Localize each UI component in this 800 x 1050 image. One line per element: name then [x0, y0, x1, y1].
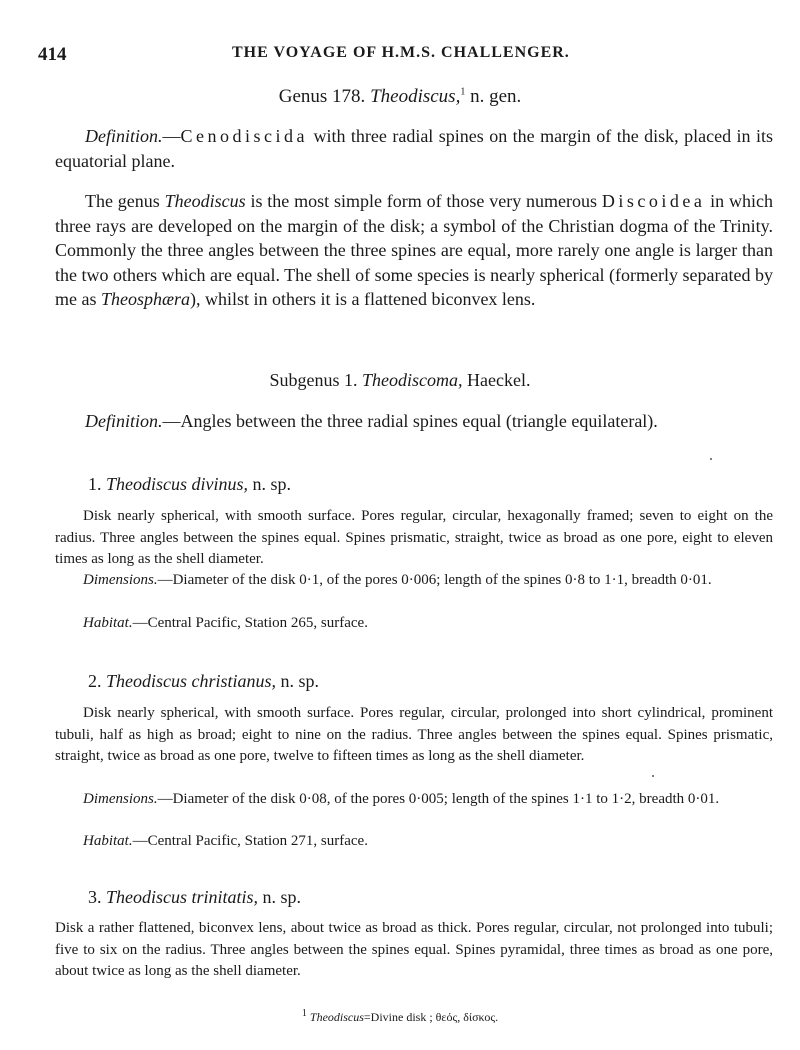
species-name: Theodiscus trinitatis,: [106, 887, 259, 907]
subgenus-prefix: Subgenus 1.: [269, 370, 358, 390]
definition-label: Definition.: [85, 126, 163, 146]
species-description: Disk a rather flattened, biconvex lens, about twice as broad as thick. Pores regular, circular, not prolonged into tubuli; five to six on the radius. Three angles between the spines equal. Spines pyramidal, three times as broad as one pore, about twice as long as the shell diameter.: [55, 920, 773, 979]
habitat-text: —Central Pacific, Station 265, surface.: [132, 615, 368, 631]
genus-prefix: Genus 178.: [278, 86, 366, 107]
description-part4: ), whilst in others it is a flattened biconvex lens.: [190, 289, 536, 309]
species-number: 3.: [88, 887, 102, 907]
species-name: Theodiscus divinus,: [106, 474, 248, 494]
habitat-text: —Central Pacific, Station 271, surface.: [132, 833, 368, 849]
footnote: [0, 1010, 800, 1025]
footnote-ref[interactable]: 1: [460, 86, 466, 98]
species-habitat: [83, 831, 368, 853]
subgenus-name: Theodiscoma,: [362, 370, 463, 390]
genus-definition: [55, 124, 773, 173]
description-part2: is the most simple form of those very numerous: [245, 191, 602, 211]
description-genus-name: Theodiscus: [164, 191, 246, 211]
print-speck: [652, 775, 654, 777]
subgenus-definition-label: Definition.: [85, 411, 163, 431]
habitat-label: Habitat.: [83, 833, 133, 849]
species-status: n. sp.: [262, 887, 302, 907]
running-title: THE VOYAGE OF H.M.S. CHALLENGER.: [232, 44, 570, 61]
species-dimensions: [55, 789, 773, 811]
definition-dash: —: [162, 126, 181, 146]
species-heading: [88, 887, 301, 908]
dimensions-label: Dimensions.: [83, 572, 158, 588]
definition-text: with three radial spines on the margin of the disk, placed in its equatorial plane.: [55, 126, 773, 171]
subgenus-heading: [0, 370, 800, 391]
species-heading: [88, 474, 291, 495]
subgenus-definition: [55, 409, 773, 434]
dimensions-text: —Diameter of the disk 0·1, of the pores 0·006; length of the spines 0·8 to 1·1, breadth 0·01.: [157, 572, 712, 588]
subgenus-author: Haeckel.: [467, 370, 531, 390]
footnote-term: Theodiscus: [309, 1010, 364, 1024]
dimensions-text: —Diameter of the disk 0·08, of the pores 0·005; length of the spines 1·1 to 1·2, breadth 0·01.: [157, 791, 720, 807]
species-habitat: [83, 613, 368, 635]
description-part3: in which three rays are developed on the margin of the disk; a symbol of the Christian dogma of the Trinity. Commonly the three angles between the three spines are equal, more rarely one angle is larger than the two others which are equal. The shell of some species is nearly spherical (formerly separated by me as: [55, 191, 774, 309]
page-number: 414: [38, 44, 67, 65]
species-description: Disk nearly spherical, with smooth surface. Pores regular, circular, hexagonally framed; seven to eight on the radius. Three angles between the spines equal. Spines prismatic, straight, twice as broad as one pore, eight to eleven times as long as the shell diameter.: [55, 508, 773, 567]
definition-spaced-word: Cenodiscida: [180, 126, 308, 146]
species-status: n. sp.: [252, 474, 292, 494]
species-status: n. sp.: [280, 671, 320, 691]
species-description: Disk nearly spherical, with smooth surface. Pores regular, circular, prolonged into short cylindrical, prominent tubuli, half as high as broad; eight to nine on the radius. Three angles between the spines equal. Spines prismatic, straight, twice as broad as one pore, twelve to fifteen times as long as the shell diameter.: [55, 705, 773, 764]
footnote-text: =Divine disk ; θεός, δίσκος.: [363, 1010, 499, 1024]
genus-name: Theodiscus,: [370, 86, 461, 107]
footnote-mark: 1: [301, 1008, 307, 1019]
description-alt-name: Theosphæra: [100, 289, 190, 309]
habitat-label: Habitat.: [83, 615, 133, 631]
genus-description: [55, 189, 773, 312]
genus-suffix: n. gen.: [470, 86, 522, 107]
description-part1: The genus: [85, 191, 165, 211]
genus-heading: [0, 86, 800, 108]
species-number: 1.: [88, 474, 102, 494]
print-speck: [710, 458, 712, 460]
species-number: 2.: [88, 671, 102, 691]
species-name: Theodiscus christianus,: [106, 671, 277, 691]
species-heading: [88, 671, 319, 692]
species-dimensions: [55, 570, 773, 592]
subgenus-definition-text: —Angles between the three radial spines equal (triangle equilateral).: [162, 411, 658, 431]
description-spaced-word: Discoidea: [601, 191, 706, 211]
dimensions-label: Dimensions.: [83, 791, 158, 807]
